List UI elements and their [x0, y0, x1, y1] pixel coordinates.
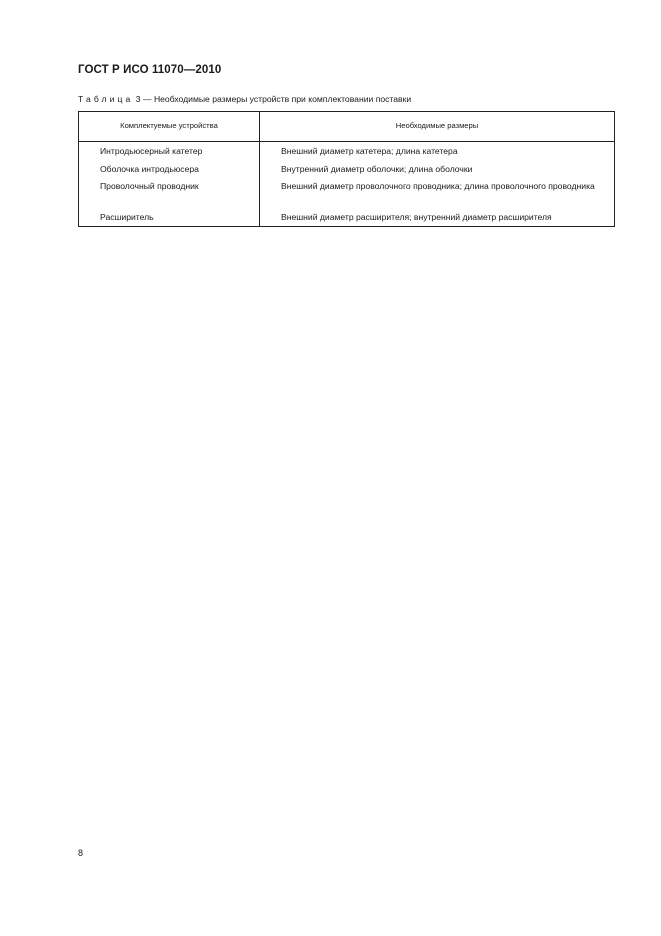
table-row: [79, 160, 615, 178]
table-header-row: [79, 112, 615, 142]
document-header: ГОСТ Р ИСО 11070—2010: [78, 64, 222, 76]
device-cell: Интродьюсерный катетер: [79, 142, 260, 160]
dimensions-cell: Внешний диаметр расширителя; внутренний диаметр расширителя: [260, 208, 615, 226]
table-caption: [78, 94, 411, 104]
table-row: [79, 142, 615, 160]
table-caption-label: Таблица: [78, 94, 134, 104]
device-cell: Расширитель: [79, 208, 260, 226]
dimensions-cell: Внешний диаметр катетера; длина катетера: [260, 142, 615, 160]
device-cell: Оболочка интродьюсера: [79, 160, 260, 178]
table-caption-number: 3: [135, 94, 141, 104]
table-row: [79, 177, 615, 208]
dimensions-table: [78, 111, 615, 227]
device-cell: Проволочный проводник: [79, 177, 260, 208]
column-header-devices: Комплектуемые устройства: [79, 112, 260, 142]
table-row: [79, 208, 615, 226]
page-number: 8: [78, 848, 84, 858]
table-caption-text: — Необходимые размеры устройств при комплектовании поставки: [142, 94, 412, 104]
column-header-dimensions: Необходимые размеры: [260, 112, 615, 142]
dimensions-cell: Внешний диаметр проволочного проводника; длина проволочного проводника: [260, 177, 615, 208]
dimensions-cell: Внутренний диаметр оболочки; длина оболочки: [260, 160, 615, 178]
